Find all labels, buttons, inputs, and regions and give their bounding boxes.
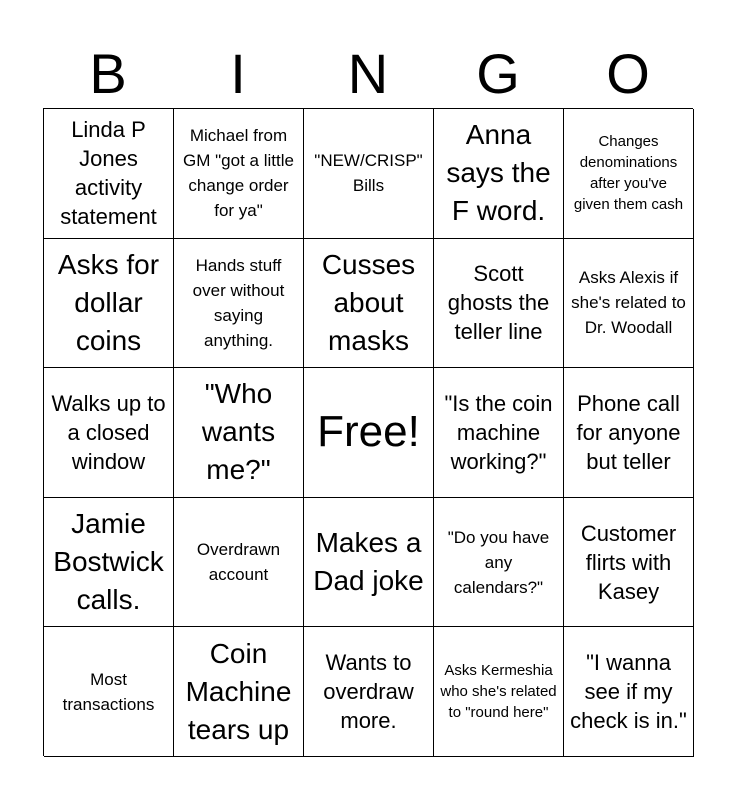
cell-text: Asks for dollar coins: [57, 248, 160, 356]
header-letter-b: B: [89, 42, 127, 105]
header-letter-i: I: [230, 42, 246, 105]
bingo-cell-5-5[interactable]: [564, 627, 694, 757]
bingo-cell-2-5[interactable]: [564, 239, 694, 369]
bingo-cell-1-3[interactable]: [304, 109, 434, 239]
cell-text: Linda P Jones activity statement: [60, 117, 157, 230]
cell-text: Coin Machine tears up: [185, 637, 292, 745]
cell-text: Walks up to a closed window: [51, 390, 166, 474]
cell-text: Makes a Dad joke: [313, 527, 424, 597]
bingo-grid: [43, 108, 693, 756]
bingo-cell-4-2[interactable]: [174, 498, 304, 628]
bingo-cell-2-2[interactable]: [174, 239, 304, 369]
cell-text: Michael from GM "got a little change order for ya": [183, 126, 294, 221]
header-letter-g: G: [476, 42, 520, 105]
bingo-cell-5-3[interactable]: [304, 627, 434, 757]
cell-text: Jamie Bostwick calls.: [53, 508, 164, 616]
bingo-cell-2-4[interactable]: [434, 239, 564, 369]
bingo-cell-1-5[interactable]: [564, 109, 694, 239]
header-letter-n: N: [347, 42, 389, 105]
cell-text: Wants to overdraw more.: [323, 650, 414, 734]
cell-text: Asks Alexis if she's related to Dr. Woodall: [571, 268, 686, 338]
bingo-header: [43, 40, 693, 108]
cell-text: "Is the coin machine working?": [444, 390, 553, 474]
bingo-cell-3-5[interactable]: [564, 368, 694, 498]
bingo-cell-4-5[interactable]: [564, 498, 694, 628]
cell-text: Hands stuff over without saying anything.: [192, 255, 285, 350]
bingo-cell-1-2[interactable]: [174, 109, 304, 239]
cell-text: Scott ghosts the teller line: [447, 261, 550, 345]
bingo-cell-3-1[interactable]: [44, 368, 174, 498]
bingo-cell-5-4[interactable]: [434, 627, 564, 757]
bingo-cell-free[interactable]: [304, 368, 434, 498]
bingo-cell-4-3[interactable]: [304, 498, 434, 628]
free-space-text: Free!: [317, 407, 420, 457]
cell-text: "NEW/CRISP" Bills: [314, 151, 423, 196]
cell-text: Customer flirts with Kasey: [580, 520, 677, 604]
bingo-cell-1-1[interactable]: [44, 109, 174, 239]
cell-text: Changes denominations after you've given them cash: [573, 133, 684, 214]
bingo-cell-2-3[interactable]: [304, 239, 434, 369]
cell-text: "Who wants me?": [201, 378, 276, 486]
cell-text: Cusses about masks: [321, 248, 416, 356]
bingo-cell-4-1[interactable]: [44, 498, 174, 628]
bingo-cell-5-2[interactable]: [174, 627, 304, 757]
bingo-cell-4-4[interactable]: [434, 498, 564, 628]
cell-text: Asks Kermeshia who she's related to "round here": [440, 662, 557, 722]
bingo-cell-3-2[interactable]: [174, 368, 304, 498]
bingo-cell-5-1[interactable]: [44, 627, 174, 757]
bingo-cell-2-1[interactable]: [44, 239, 174, 369]
bingo-cell-3-4[interactable]: [434, 368, 564, 498]
cell-text: "I wanna see if my check is in.": [570, 650, 687, 734]
header-letter-o: O: [606, 42, 650, 105]
bingo-cell-1-4[interactable]: [434, 109, 564, 239]
cell-text: Anna says the F word.: [446, 119, 551, 227]
cell-text: "Do you have any calendars?": [447, 527, 550, 597]
cell-text: Most transactions: [62, 669, 155, 714]
cell-text: Overdrawn account: [196, 540, 281, 585]
cell-text: Phone call for anyone but teller: [576, 390, 681, 474]
